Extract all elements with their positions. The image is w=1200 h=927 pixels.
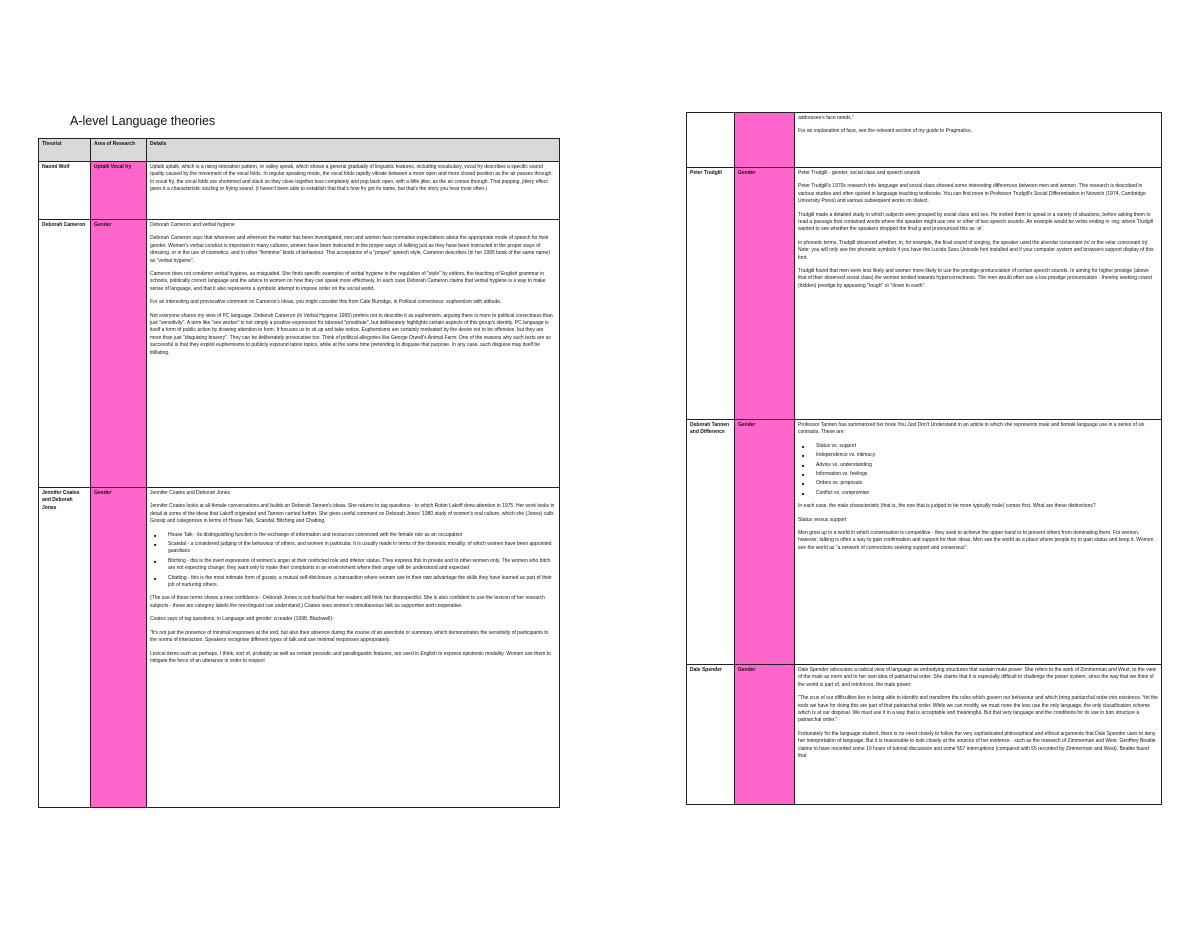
area-cell: Gender xyxy=(735,168,795,420)
details-paragraph: Coates says of tag questions, in Language and gender: a reader (1998, Blackwell): xyxy=(150,616,334,623)
details-paragraph: In each case, the male characteristic (that is, the one that is judged to be more typically male) comes first. What are these distinctions? xyxy=(798,503,1096,510)
bullet-item: ■ Chatting - this is the most intimate form of gossip, a mutual self-disclosure, a transaction where women use to their own advantage the skills they have learned as part of their job of nurturing others. xyxy=(164,575,556,590)
theorist-cell xyxy=(687,113,735,168)
details-paragraph: Deborah Cameron says that whenever and wherever the matter has been investigated, men and women face normative expectations about the appropriate mode of speech for their gender. Women's verbal conduct is important in many cultures, women have been instructed in the proper ways of talking just as they have been instructed in the proper ways of dressing, or in the use of cosmetics, and in other "feminine" kinds of behaviour. This acceptance of a "proper" speech style, Cameron describes (in her 1995 book of the same name) as "verbal hygiene". xyxy=(150,235,550,264)
header-details: Details xyxy=(147,139,560,162)
table-row xyxy=(39,220,560,488)
details-paragraph: "The crux of our difficulties lies in being able to identify and transform the rules which govern our behaviour and which bring patriarchal order into existence. Yet the tools we have for doing this are part of that patriarchal order. While we can modify, we must none the less use the only language, the only classification scheme which is at our disposal. We must use it in a way that is acceptable and meaningful. But that very language and the conditions for its use in turn structure a patriarchal order." xyxy=(798,695,1158,724)
header-row xyxy=(39,139,560,162)
details-paragraph: Deborah Cameron and verbal hygiene xyxy=(150,222,235,228)
details-paragraph: Peter Trudgill - gender, social class and speech sounds xyxy=(798,170,921,176)
bullet-item: ■ Independence vs. intimacy xyxy=(812,452,1158,459)
theories-table-page-1 xyxy=(38,138,560,808)
bullet-item: ■ Information vs. feelings xyxy=(812,471,1158,478)
details-paragraph: Cameron does not condemn verbal hygiene, as misguided. She finds specific examples of verbal hygiene in the regulation of "style" by editors, the teaching of English grammar in schools, politically correct language and the advice to women on how they can speak more effectively. In each case Deborah Cameron claims that verbal hygiene is a way to make sense of language, and that it also represents a symbolic attempt to impose order on the social world. xyxy=(150,271,546,292)
details-cell xyxy=(147,488,560,808)
bullet-item: ■ House Talk - its distinguishing function is the exchange of information and resources connected with the female role as an occupation xyxy=(164,532,556,539)
details-paragraph: "It's not just the presence of minimal responses at the end, but also their absence during the course of an anecdote or summary, which demonstrates the sensitivity of participants to the norms of interaction. Speakers recognise different types of talk and use minimal responses appropriately. xyxy=(150,629,549,644)
header-theorist: Theorist xyxy=(39,139,91,162)
details-paragraph: Status versus support xyxy=(798,516,847,523)
area-cell xyxy=(735,113,795,168)
table-row xyxy=(687,420,1162,665)
details-paragraph: Trudgill made a detailed study in which subjects were grouped by social class and sex. He invited them to speak in a variety of situations, before asking them to read a passage that contained words where the speaker might use one or other of two speech sounds. An example would be verbs ending in -ing, where Trudgill wanted to see whether the speakers dropped the final g and pronounced this as -in'. xyxy=(798,211,1153,233)
details-cell xyxy=(795,665,1162,805)
theorist-cell: Deborah Cameron xyxy=(39,220,91,488)
details-paragraph: For an explanation of face, see the relevant section of my guide to Pragmatics. xyxy=(798,128,972,135)
details-paragraph: Trudgill found that men were less likely and women more likely to use the prestige pronunciation of certain speech sounds. In aiming for higher prestige (above that of their observed social class) the women tended towards hypercorrectness. The men would often use a low prestige pronunciation - thereby seeking covert (hidden) prestige by appearing "tough" or "down to earth". xyxy=(798,268,1152,289)
theories-table-page-2 xyxy=(686,112,1162,805)
details-paragraph: addressee's face needs." xyxy=(798,115,854,121)
area-cell: Uptalk Vocal fry xyxy=(91,162,147,220)
area-cell: Gender xyxy=(91,488,147,808)
bullet-item: ■ Status vs. support xyxy=(812,443,1158,450)
details-cell xyxy=(147,162,560,220)
area-cell: Gender xyxy=(735,665,795,805)
details-cell xyxy=(795,113,1162,168)
table-row xyxy=(39,488,560,808)
bullet-list xyxy=(164,532,556,590)
details-paragraph: (The use of these terms shows a new confidence - Deborah Jones is not fearful that her readers will think her disrespectful. She is also confident to use the lexicon of her research subjects - these are category labels the non-linguist can understand.) Coates sees women's simultaneous talk as supportive and cooperative. xyxy=(150,595,545,609)
details-paragraph: In phonetic terms, Trudgill observed whether, in, for example, the final sound of singing, the speaker used the alveolar consonant /n/ or the velar consonant /ŋ/. Note: you will only see the phonetic symbols if you have the Lucida Sans Unicode font installed and if your computer system and browsers support display of this font. xyxy=(798,239,1154,261)
details-paragraph: For an interesting and provocative comment on Cameron's ideas, you might consider this from Cate Burridge, in Political correctness: euphemism with attitude. xyxy=(150,299,502,306)
bullet-item: ■ Conflict vs. compromise xyxy=(812,490,1158,497)
document-title: A-level Language theories xyxy=(70,114,216,128)
details-paragraph: Professor Tannen has summarized her book You Just Don't Understand in an article in which she represents male and female language use in a series of six contrasts. These are: xyxy=(798,422,1145,436)
theorist-cell: Jennifer Coates and Deborah Jones xyxy=(39,488,91,808)
theorist-cell: Naomi Wolf xyxy=(39,162,91,220)
bullet-list xyxy=(812,443,1158,497)
details-paragraph: Fortunately for the language student, there is no need closely to follow the very sophisticated philosophical and ethical arguments that Dale Spender uses to deny her interpretation of language. But it is reasonable to look closely at the sources of her evidence - such as the research of Zimmerman and West. Geoffrey Beattie claims to have recorded some 10 hours of tutorial discussion and some 557 interruptions (compared with 55 recorded by Zimmerman and West). Beattie found that xyxy=(798,730,1156,760)
details-paragraph: Jennifer Coates looks at all-female conversations and builds on Deborah Tannen's ideas. She returns to tag questions - to which Robin Lakoff drew attention in 1975. Her work looks in detail at some of the ideas that Lakoff originated and Tannen carried further. She gives useful comment on Deborah Jones' 1980 study of women's oral culture, which she (Jones) calls Gossip and categorizes in terms of House Talk, Scandal, Bitching and Chatting. xyxy=(150,503,555,525)
theorist-cell: Peter Trudgill xyxy=(687,168,735,420)
bullet-item: ■ Bitching - this is the overt expression of women's anger at their restricted role and inferior status. They express this in private and to other women only. The women who bitch are not expecting change; they want only to make their complaints in an environment where their anger will be understood and expected xyxy=(164,558,556,573)
details-paragraph: Jennifer Coates and Deborah Jones xyxy=(150,490,231,496)
details-paragraph: Uptalk uptalk, which is a rising intonation pattern, or valley speak, which shows a general gradually of linguistic features, including vocabulary, vocal fry describes a specific sound quality caused by the movement of the vocal folds. In regular speaking mode, the vocal folds rapidly vibrate between a more open and more closed position as the air passes through. In vocal fry, the vocal folds are shortened and slack so they close together less completely and pop back open, with a little jitter, as the air comes through. That popping, jittery effect gives it a characteristic sizzling or frying sound. (I haven't been able to establish that that's how fry got its name, but that's the story you hear most often.) xyxy=(150,164,553,193)
details-paragraph: Lexical items such as perhaps, I think, sort of, probably as well as certain prosodic and paralinguistic features, are used in English to express epistemic modality. Women use them to mitigate the force of an utterance in order to respect xyxy=(150,650,551,664)
area-cell: Gender xyxy=(91,220,147,488)
theorist-cell: Deborah Tannen and Difference xyxy=(687,420,735,665)
table-row xyxy=(687,665,1162,805)
table-row xyxy=(687,168,1162,420)
bullet-item: ■ Scandal - a considered judging of the behaviour of others, and women in particular. It is usually made in terms of the domestic morality, of which women have been appointed guardians xyxy=(164,541,556,556)
details-cell xyxy=(795,420,1162,665)
details-cell xyxy=(147,220,560,488)
bullet-item: ■ Orders vs. proposals xyxy=(812,480,1158,487)
details-paragraph: Dale Spender advocates a radical view of language as embodying structures that sustain male power. She refers to the work of Zimmerman and West, to the view of the male as norm and to her own idea of patriarchal order. She claims that it is especially difficult to challenge the power system, since the way that we think of the world is part of, and reinforces, the male power: xyxy=(798,667,1157,688)
theorist-cell: Dale Spender xyxy=(687,665,735,805)
details-paragraph: Not everyone shares my view of PC language. Deborah Cameron (in Verbal Hygiene 1995) prefers not to describe it as euphemism, arguing there is more to political correctness than just "sensitivity". A term like "sex worker" is not simply a positive expression for tabooed "prostitute", but deliberately highlights certain aspects of this group's identity. PC language is itself a form of public action by drawing attention to form. It focuses us to sit up and take notice. Euphemisms are certainly motivated by the desire not to be offensive, but they are more than just "disguising bravery". They can be deliberately provocative too. Think of political allegories like George Orwell's Animal Farm. One of the reasons why such texts are so successful is that they exploit euphemisms to publicly expound taboo topics, while at the same time pretending to disguise that purpose. In any case, such disguise may itself be titillating. xyxy=(150,312,553,356)
details-cell xyxy=(795,168,1162,420)
details-paragraph: Peter Trudgill's 1970s research into language and social class showed some interesting differences between men and women. This research is described in various studies and often quoted in language teaching textbooks. You can find more in Professor Trudgill's Social Differentiation in Norwich (1974, Cambridge University Press) and various subsequent works on dialect. xyxy=(798,183,1146,205)
header-area: Area of Research xyxy=(91,139,147,162)
table-row xyxy=(39,162,560,220)
table-row xyxy=(687,113,1162,168)
area-cell: Gender xyxy=(735,420,795,665)
details-paragraph: Men grow up in a world in which conversation is competitive - they seek to achieve the upper hand or to prevent others from dominating them. For women, however, talking is often a way to gain confirmation and support for their ideas. Men see the world as a place where people try to gain status and keep it. Women see the world as "a network of connections seeking support and consensus". xyxy=(798,530,1154,551)
bullet-item: ■ Advice vs. understanding xyxy=(812,462,1158,469)
